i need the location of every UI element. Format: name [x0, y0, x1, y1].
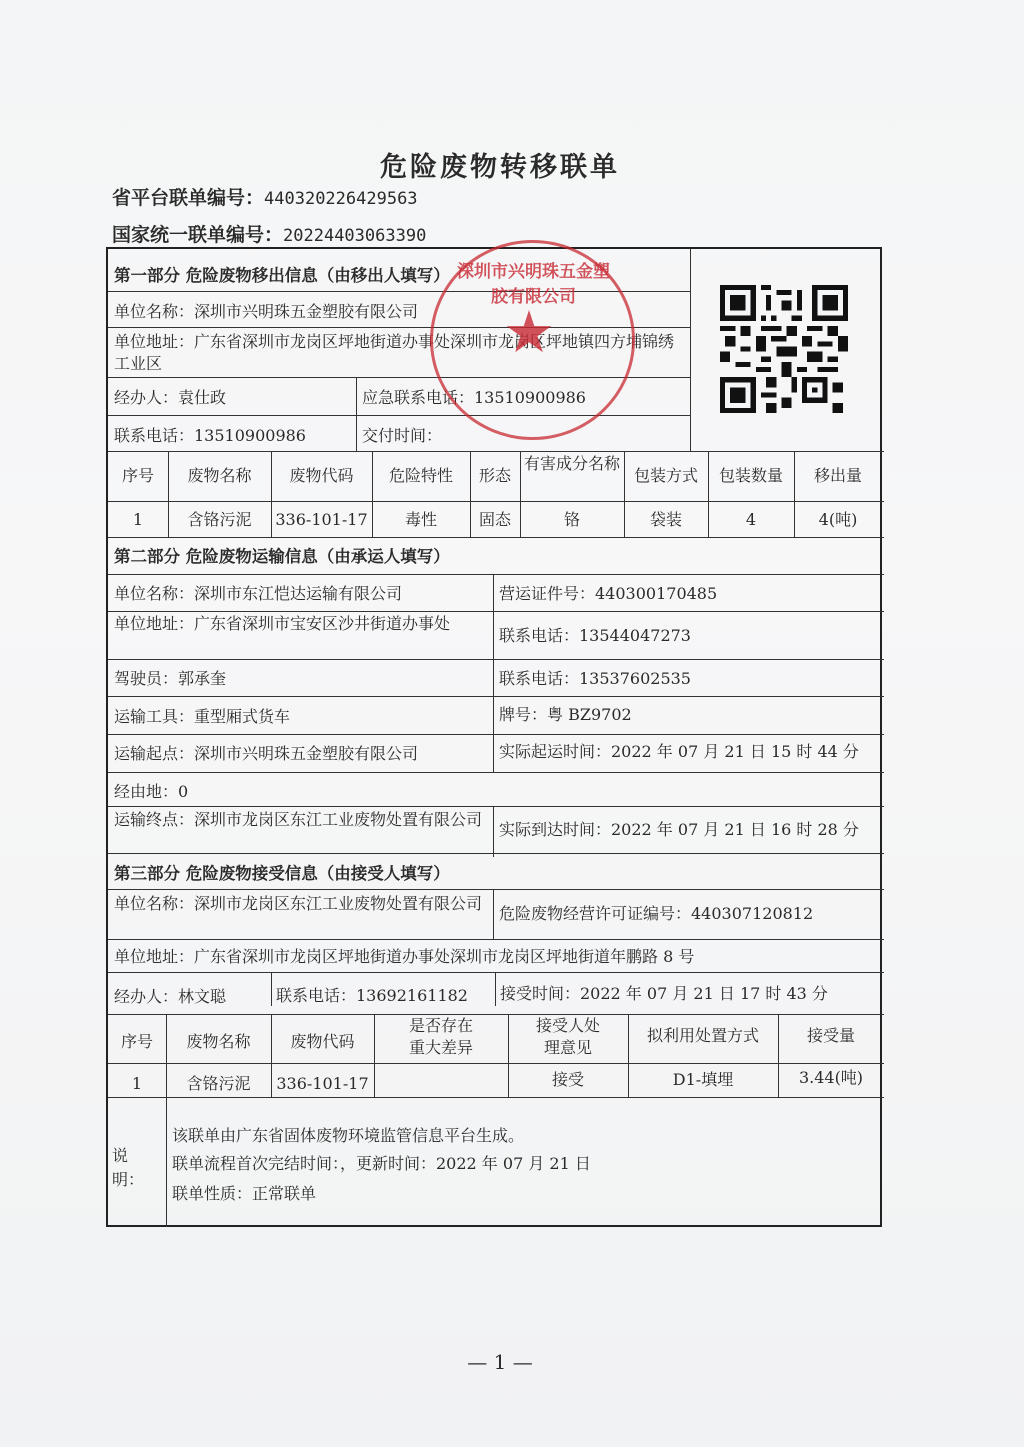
part1-handler: 经办人：袁仕政 — [114, 388, 227, 407]
notes-label: 说明： — [112, 1146, 145, 1189]
part2-phone1: 联系电话：13544047273 — [499, 626, 691, 645]
p3-th-0: 序号 — [120, 1032, 153, 1051]
qr-code — [720, 285, 848, 413]
part2-unit-name: 单位名称：深圳市东江恺达运输有限公司 — [114, 584, 403, 603]
part1-handover-time: 交付时间： — [362, 426, 443, 445]
part1-unit-address: 单位地址：广东省深圳市龙岗区坪地街道办事处深圳市龙岗区坪地镇四方埔锦绣工业区 — [114, 332, 675, 373]
part1-header: 第一部分 危险废物移出信息（由移出人填写） — [114, 266, 450, 285]
p1-th-4: 形态 — [478, 466, 511, 485]
part3-receive-time: 接受时间：2022 年 07 月 21 日 17 时 43 分 — [500, 984, 828, 1003]
p3-th-4: 接受人处理意见 — [535, 1016, 600, 1057]
p1-td-6: 袋装 — [649, 510, 682, 529]
p3-td-5: D1-填埋 — [672, 1070, 734, 1089]
part2-plate: 牌号：粤 BZ9702 — [499, 705, 632, 724]
national-number: 国家统一联单编号：20224403063390 — [112, 224, 427, 246]
p1-td-4: 固态 — [478, 510, 511, 529]
part2-vehicle: 运输工具：重型厢式货车 — [114, 707, 291, 726]
p1-td-0: 1 — [132, 510, 144, 529]
p1-th-0: 序号 — [121, 466, 154, 485]
notes-line3: 联单性质：正常联单 — [172, 1184, 317, 1203]
seal-star-icon: ★ — [503, 298, 555, 366]
p3-th-5: 拟利用处置方式 — [646, 1026, 759, 1045]
p3-td-2: 336-101-17 — [276, 1074, 369, 1093]
p3-th-2: 废物代码 — [290, 1032, 355, 1051]
p1-td-3: 毒性 — [404, 510, 437, 529]
part3-handler: 经办人：林文聪 — [114, 987, 227, 1006]
p3-td-1: 含铬污泥 — [186, 1074, 251, 1093]
part2-unit-address: 单位地址：广东省深圳市宝安区沙井街道办事处 — [114, 614, 451, 633]
part2-origin: 运输起点：深圳市兴明珠五金塑胶有限公司 — [114, 744, 419, 763]
part3-permit: 危险废物经营许可证编号：440307120812 — [499, 904, 814, 923]
p3-th-3: 是否存在重大差异 — [408, 1016, 473, 1057]
part2-depart-time: 实际起运时间：2022 年 07 月 21 日 15 时 44 分 — [499, 742, 859, 761]
p1-th-8: 移出量 — [813, 466, 862, 485]
p1-th-1: 废物名称 — [187, 466, 252, 485]
p3-td-4: 接受 — [551, 1070, 584, 1089]
part3-unit-name: 单位名称：深圳市龙岗区东江工业废物处置有限公司 — [114, 894, 483, 913]
page-number: — 1 — — [467, 1350, 533, 1374]
p3-td-0: 1 — [131, 1074, 143, 1093]
part3-unit-address: 单位地址：广东省深圳市龙岗区坪地街道办事处深圳市龙岗区坪地街道年鹏路 8 号 — [114, 947, 695, 966]
seal-text: 深圳市兴明珠五金塑胶有限公司 — [457, 262, 610, 307]
p1-th-3: 危险特性 — [388, 466, 453, 485]
part2-arrive-time: 实际到达时间：2022 年 07 月 21 日 16 时 28 分 — [499, 820, 859, 839]
part1-emergency-phone: 应急联系电话：13510900986 — [362, 388, 586, 407]
part1-unit-name: 单位名称：深圳市兴明珠五金塑胶有限公司 — [114, 302, 419, 321]
part2-driver: 驾驶员：郭承奎 — [114, 669, 227, 688]
p1-td-7: 4 — [745, 510, 757, 529]
province-number: 省平台联单编号：440320226429563 — [112, 187, 418, 209]
p3-td-6: 3.44(吨) — [798, 1068, 864, 1087]
notes-line2: 联单流程首次完结时间：，更新时间：2022 年 07 月 21 日 — [172, 1154, 591, 1173]
p1-td-8: 4(吨) — [818, 510, 858, 529]
p1-td-1: 含铬污泥 — [187, 510, 252, 529]
part2-via: 经由地：0 — [114, 782, 189, 801]
part3-header: 第三部分 危险废物接受信息（由接受人填写） — [114, 864, 450, 883]
p1-th-5: 有害成分名称 — [524, 454, 621, 473]
company-seal — [430, 240, 635, 440]
part2-license: 营运证件号：440300170485 — [499, 584, 718, 603]
part2-phone2: 联系电话：13537602535 — [499, 669, 691, 688]
part1-phone: 联系电话：13510900986 — [114, 426, 306, 445]
part3-phone: 联系电话：13692161182 — [276, 986, 468, 1005]
p1-th-7: 包装数量 — [718, 466, 783, 485]
notes-line1: 该联单由广东省固体废物环境监管信息平台生成。 — [172, 1126, 525, 1145]
p1-th-6: 包装方式 — [633, 466, 698, 485]
p1-td-2: 336-101-17 — [275, 510, 368, 529]
p3-th-1: 废物名称 — [186, 1032, 251, 1051]
part2-destination: 运输终点：深圳市龙岗区东江工业废物处置有限公司 — [114, 810, 483, 829]
p1-td-5: 铬 — [563, 510, 580, 529]
p3-th-6: 接受量 — [806, 1026, 855, 1045]
part2-header: 第二部分 危险废物运输信息（由承运人填写） — [114, 547, 450, 566]
p1-th-2: 废物代码 — [289, 466, 354, 485]
document-title: 危险废物转移联单 — [380, 152, 620, 183]
